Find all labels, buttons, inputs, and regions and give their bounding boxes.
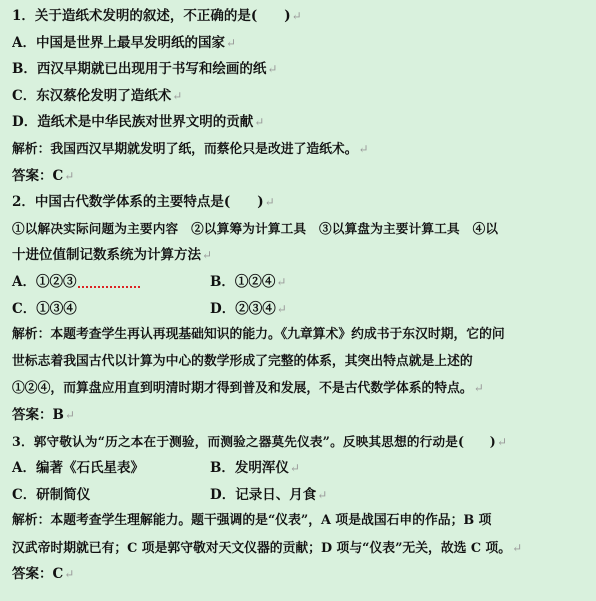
q2-stem: 2．中国古代数学体系的主要特点是( )↵ — [12, 194, 275, 211]
q3-stem: 3．郭守敬认为“历之本在于测验，而测验之器莫先仪表”。反映其思想的行动是( )↵ — [12, 433, 508, 449]
q3-option-c: C．研制简仪 — [12, 486, 91, 503]
q1-option-d: D．造纸术是中华民族对世界文明的贡献↵ — [12, 114, 265, 131]
q2-analysis-line1: 解析：本题考查学生再认再现基础知识的能力。《九章算术》约成书于东汉时期，它的问 — [12, 327, 505, 343]
q1-option-a: A．中国是世界上最早发明纸的国家↵ — [12, 34, 237, 51]
q2-option-c: C．①③④ — [12, 300, 77, 317]
q1-analysis: 解析：我国西汉早期就发明了纸，而蔡伦只是改进了造纸术。↵ — [12, 141, 369, 157]
q2-answer: 答案：B↵ — [12, 406, 75, 423]
q1-option-b: B．西汉早期就已出现用于书写和绘画的纸↵ — [12, 61, 278, 78]
q3-option-b: B．发明浑仪 — [210, 460, 289, 477]
spellcheck-underline — [78, 285, 140, 288]
q1-stem: 1．关于造纸术发明的叙述，不正确的是( )↵ — [12, 8, 302, 24]
q3-answer: 答案：C↵ — [12, 566, 75, 583]
q3-analysis-line1: 解析：本题考查学生理解能力。题干强调的是“仪表”，A 项是战国石申的作品；B 项 — [12, 513, 492, 529]
q3-option-a: A．编著《石氏星表》 — [12, 460, 144, 477]
q2-choices-line2: 十进位值制记数系统为计算方法↵ — [12, 247, 213, 264]
q3-options-row1: A．编著《石氏星表》 B．发明浑仪↵ — [12, 460, 300, 477]
q2-option-b: B．①②④ — [210, 273, 276, 290]
q3-analysis-line2: 汉武帝时期就已有；C 项是郭守敬对天文仪器的贡献；D 项与“仪表”无关，故选 C 项。↵ — [12, 540, 523, 556]
q3-option-d: D．记录日、月食 — [210, 486, 317, 503]
q1-option-c: C．东汉蔡伦发明了造纸术↵ — [12, 87, 183, 104]
q2-option-a: A．①②③ — [12, 273, 77, 290]
q2-analysis-line3: ①②④，而算盘应用直到明清时期才得到普及和发展，不是古代数学体系的特点。↵ — [12, 381, 484, 397]
q2-analysis-line2: 世标志着我国古代以计算为中心的数学形成了完整的体系，其突出特点就是上述的 — [12, 353, 473, 369]
q3-options-row2: C．研制简仪 D．记录日、月食↵ — [12, 486, 328, 503]
q2-choices-line1: ①以解决实际问题为主要内容 ②以算筹为计算工具 ③以算盘为主要计算工具 ④以 — [12, 220, 499, 236]
q2-options-row1: A．①②③ B．①②④↵ — [12, 273, 287, 290]
q2-option-d: D．②③④ — [210, 300, 276, 317]
q2-options-row2: C．①③④ D．②③④↵ — [12, 300, 287, 317]
q1-answer: 答案：C↵ — [12, 167, 75, 184]
